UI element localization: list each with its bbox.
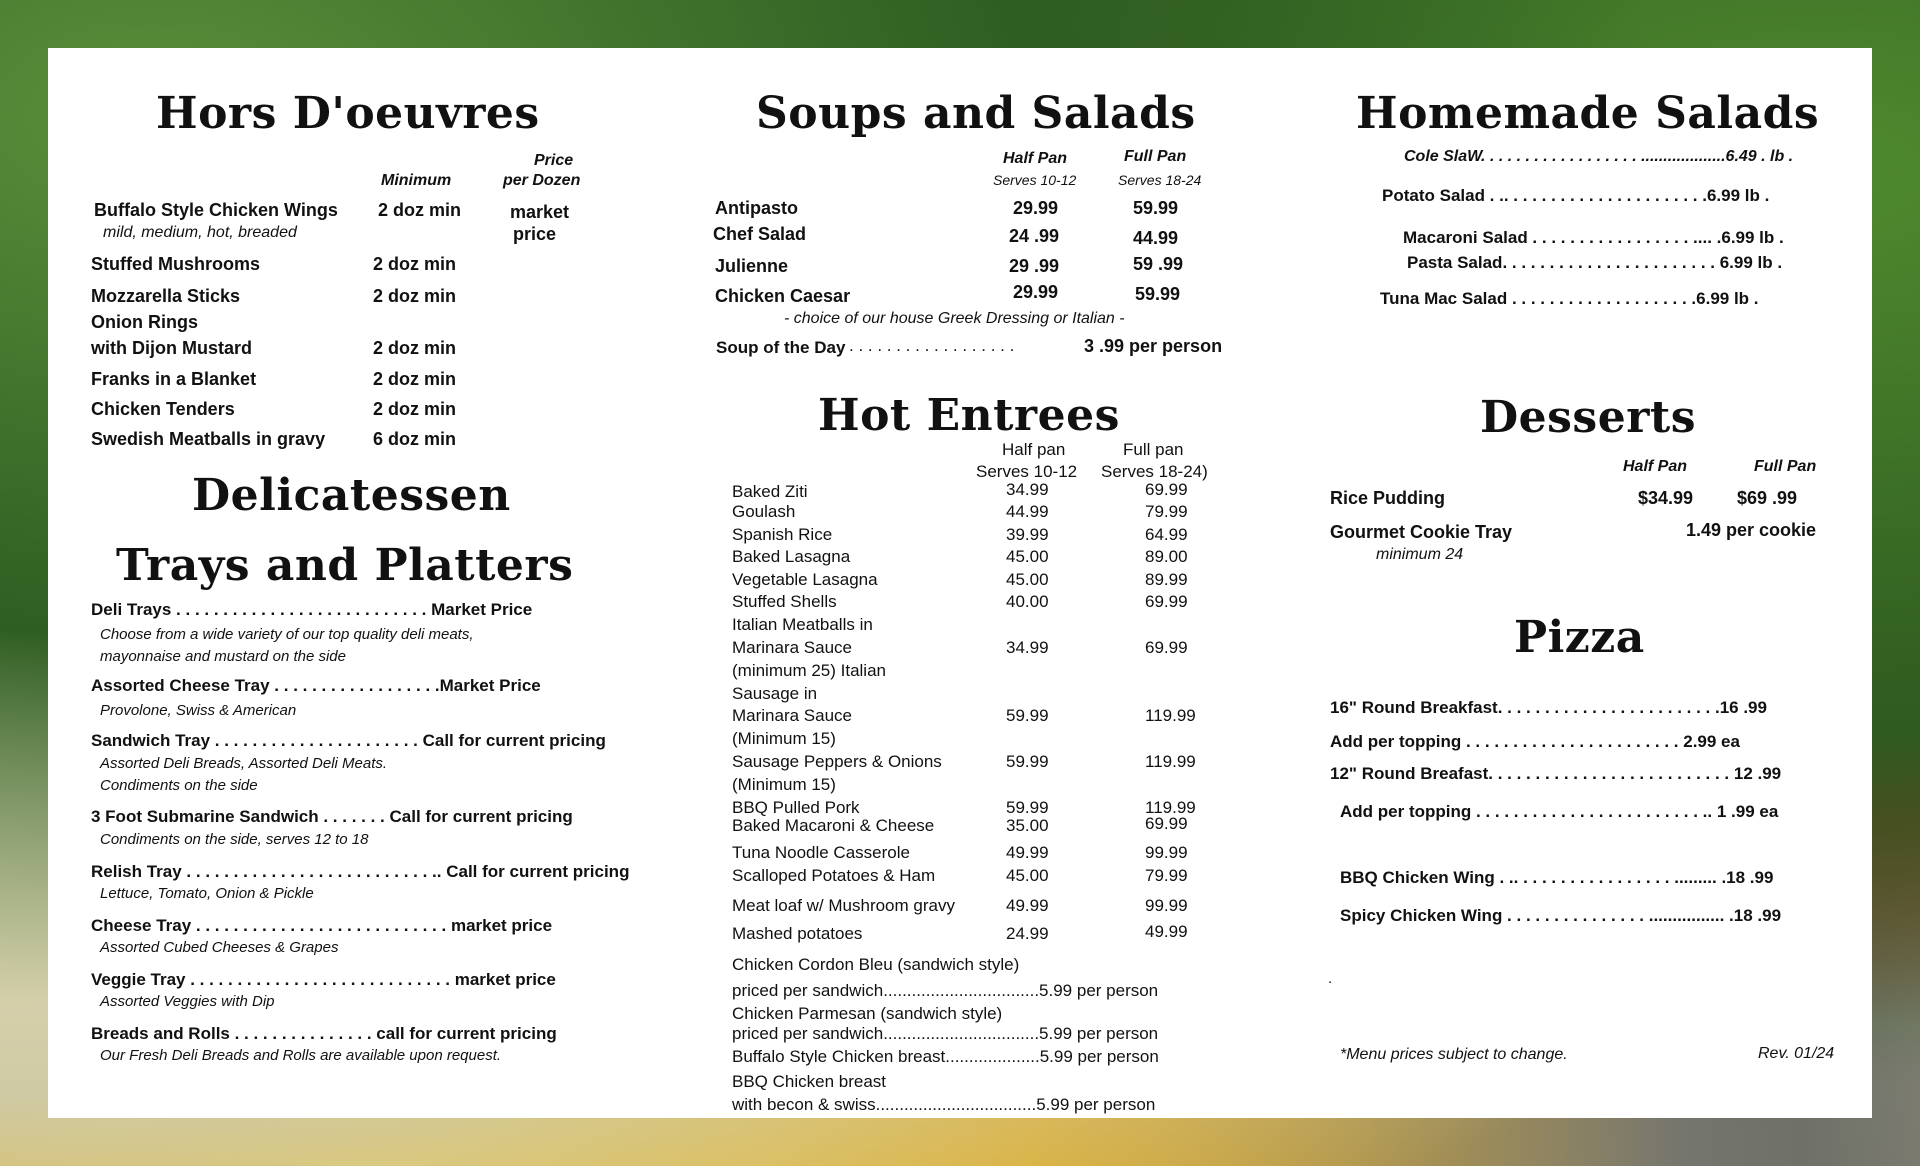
entree-name: Baked Lasagna [732,547,851,566]
entree-half: 49.99 [1006,843,1049,862]
entree-name: Marinara Sauce [732,706,853,725]
sandwich-line: Chicken Parmesan (sandwich style) [732,1004,1003,1023]
soup-item-half: 29.99 [1013,282,1059,302]
hors-item-name: Franks in a Blanket [91,369,257,389]
entree-name: (Minimum 15) [732,775,836,794]
salad-item: Macaroni Salad . . . . . . . . . . . . . . . . . .... .6.99 lb . [1403,228,1784,247]
soup-item-full: 44.99 [1133,228,1179,248]
deli-item-line: Relish Tray . . . . . . . . . . . . . . . . . . . . . . . . . . .. Call for current pricing [91,862,630,881]
deli-item-line: Breads and Rolls . . . . . . . . . . . . . . . call for current pricing [91,1024,557,1043]
sandwich-line: priced per sandwich.................................5.99 per person [732,1024,1159,1043]
entree-half: 44.99 [1006,502,1049,521]
soup-item-name: Chicken Caesar [715,286,851,306]
hors-doeuvres-title: Hors D'oeuvres [156,88,540,139]
entree-name: Spanish Rice [732,525,833,544]
entree-full: 99.99 [1145,843,1188,862]
rice-pudding-full: $69 .99 [1737,488,1798,508]
soups-full-pan-header: Full Pan [1124,148,1187,165]
entree-full: 79.99 [1145,866,1188,885]
rice-pudding-name: Rice Pudding [1330,488,1446,508]
deli-item-desc: Our Fresh Deli Breads and Rolls are available upon request. [100,1047,502,1064]
entree-name: Italian Meatballs in [732,615,873,634]
minimum-column-header: Minimum [381,172,452,189]
soups-salads-title: Soups and Salads [756,88,1196,139]
soup-item-full: 59.99 [1133,198,1179,218]
entree-full: 69.99 [1145,814,1188,833]
entree-full: 69.99 [1145,638,1188,657]
deli-desc-line: mayonnaise and mustard on the side [100,648,346,665]
menu-disclaimer: *Menu prices subject to change. [1340,1046,1568,1063]
deli-item-desc: Condiments on the side [100,777,258,794]
hot-half-pan-header: Half pan [1002,440,1066,459]
deli-item-line: Cheese Tray . . . . . . . . . . . . . . . . . . . . . . . . . . . market price [91,916,553,935]
hors-item-price: market [510,202,570,222]
soup-item-half: 24 .99 [1009,226,1060,246]
hot-half-serves: Serves 10-12 [976,462,1078,481]
entree-full: 64.99 [1145,525,1188,544]
deli-item-line: 3 Foot Submarine Sandwich . . . . . . . Call for current pricing [91,807,573,826]
hors-item-sub: mild, medium, hot, breaded [103,224,297,241]
sandwich-line: priced per sandwich.................................5.99 per person [732,981,1159,1000]
salad-item: Tuna Mac Salad . . . . . . . . . . . . . . . . . . . .6.99 lb . [1380,289,1759,308]
soup-item-half: 29 .99 [1009,256,1060,276]
hors-item-name: Swedish Meatballs in gravy [91,429,326,449]
salad-item: Pasta Salad. . . . . . . . . . . . . . . . . . . . . . . 6.99 lb . [1407,253,1783,272]
entree-name: Marinara Sauce [732,638,853,657]
hors-item-name: Stuffed Mushrooms [91,254,260,274]
per-dozen-column-header: per Dozen [503,172,581,189]
rice-pudding-half: $34.99 [1638,488,1694,508]
entree-full: 89.99 [1145,570,1188,589]
hors-item-name: Buffalo Style Chicken Wings [94,200,338,220]
hot-full-serves: Serves 18-24) [1101,462,1208,481]
entree-half: 59.99 [1006,798,1049,817]
pizza-item: 12" Round Breafast. . . . . . . . . . . . . . . . . . . . . . . . . . 12 .99 [1330,764,1782,783]
entree-name: Tuna Noodle Casserole [732,843,910,862]
soup-item-full: 59 .99 [1133,254,1184,274]
entree-full: 69.99 [1145,592,1188,611]
hors-item-min: 6 doz min [373,429,457,449]
hors-item-min: 2 doz min [373,254,457,274]
deli-item-line: Veggie Tray . . . . . . . . . . . . . . . . . . . . . . . . . . . . market price [91,970,556,989]
pizza-item: Add per topping . . . . . . . . . . . . . . . . . . . . . . . 2.99 ea [1330,732,1740,751]
entree-full: 119.99 [1145,798,1196,817]
cookie-tray-minimum: minimum 24 [1376,546,1464,563]
revision-date: Rev. 01/24 [1758,1045,1835,1062]
soups-half-serves: Serves 10-12 [993,172,1077,188]
soup-of-the-day-price: 3 .99 per person [1084,336,1223,356]
entree-name: Mashed potatoes [732,924,863,943]
soup-item-name: Chef Salad [713,224,807,244]
pizza-item: Spicy Chicken Wing . . . . . . . . . . . . . . . ................ .18 .99 [1340,906,1782,925]
price-column-header: Price [534,152,574,169]
desserts-half-pan-header: Half Pan [1623,458,1688,475]
cookie-tray-name: Gourmet Cookie Tray [1330,522,1513,542]
hors-item-name: with Dijon Mustard [91,338,252,358]
soup-of-the-day: Soup of the Day [716,338,846,357]
homemade-salads-title: Homemade Salads [1356,88,1820,139]
hors-item-name: Onion Rings [91,312,198,332]
deli-item-desc: Assorted Deli Breads, Assorted Deli Meats. [100,755,388,772]
sandwich-line: Chicken Cordon Bleu (sandwich style) [732,955,1020,974]
hors-item-min: 2 doz min [373,286,457,306]
entree-name: Baked Ziti [732,482,808,501]
trays-platters-title: Trays and Platters [116,540,574,591]
sandwich-line: BBQ Chicken breast [732,1072,887,1091]
entree-half: 24.99 [1006,924,1049,943]
cookie-tray-price: 1.49 per cookie [1686,520,1817,540]
deli-item-desc: Condiments on the side, serves 12 to 18 [100,831,369,848]
entree-full: 49.99 [1145,922,1188,941]
hors-item-name: Mozzarella Sticks [91,286,241,306]
menu-panel [48,48,1872,1118]
entree-name: (Minimum 15) [732,729,836,748]
entree-name: Scalloped Potatoes & Ham [732,866,936,885]
entree-half: 59.99 [1006,752,1049,771]
entree-half: 59.99 [1006,706,1049,725]
entree-full: 89.00 [1145,547,1188,566]
entree-name: Sausage in [732,684,818,703]
stray-dot: . [1328,970,1333,987]
delicatessen-title: Delicatessen [192,470,511,521]
pizza-title: Pizza [1514,612,1645,663]
entree-full: 79.99 [1145,502,1188,521]
hors-item-min: 2 doz min [373,369,457,389]
salad-item: Potato Salad . .. . . . . . . . . . . . . . . . . . . . . .6.99 lb . [1382,186,1770,205]
desserts-full-pan-header: Full Pan [1754,458,1817,475]
soups-full-serves: Serves 18-24 [1118,172,1202,188]
deli-item-line: Assorted Cheese Tray . . . . . . . . . . . . . . . . . .Market Price [91,676,541,695]
entree-name: (minimum 25) Italian [732,661,886,680]
soup-item-half: 29.99 [1013,198,1059,218]
entree-half: 35.00 [1006,816,1049,835]
entree-half: 34.99 [1006,480,1049,499]
entree-full: 119.99 [1145,706,1196,725]
deli-item-desc: Lettuce, Tomato, Onion & Pickle [100,885,314,902]
deli-item-desc: Assorted Cubed Cheeses & Grapes [100,939,339,956]
deli-item-desc: Provolone, Swiss & American [100,702,297,719]
entree-half: 34.99 [1006,638,1049,657]
entree-name: Goulash [732,502,796,521]
pizza-item: BBQ Chicken Wing . .. . . . . . . . . . . . . . . . . ......... .18 .99 [1340,868,1774,887]
entree-half: 45.00 [1006,866,1049,885]
soup-item-full: 59.99 [1135,284,1181,304]
hors-item-name: Chicken Tenders [91,399,235,419]
entree-name: Vegetable Lasagna [732,570,878,589]
sandwich-line: with becon & swiss..................................5.99 per person [732,1095,1156,1114]
entree-half: 45.00 [1006,570,1049,589]
entree-name: Stuffed Shells [732,592,837,611]
hot-full-pan-header: Full pan [1123,440,1184,459]
dressing-note: - choice of our house Greek Dressing or Italian - [784,310,1125,327]
entree-full: 69.99 [1145,480,1188,499]
entree-half: 49.99 [1006,896,1049,915]
entree-full: 99.99 [1145,896,1188,915]
hors-item-price: price [513,224,557,244]
entree-half: 40.00 [1006,592,1049,611]
entree-name: Baked Macaroni & Cheese [732,816,935,835]
entree-name: BBQ Pulled Pork [732,798,860,817]
hors-item-min: 2 doz min [373,399,457,419]
deli-item-line: Deli Trays . . . . . . . . . . . . . . . . . . . . . . . . . . . Market Price [91,600,533,619]
entree-half: 39.99 [1006,525,1049,544]
deli-item-desc: Assorted Veggies with Dip [100,993,275,1010]
hors-item-min: 2 doz min [373,338,457,358]
deli-item-line: Sandwich Tray . . . . . . . . . . . . . . . . . . . . . . Call for current pricing [91,731,606,750]
pizza-item: Add per topping . . . . . . . . . . . . . . . . . . . . . . . . .. 1 .99 ea [1340,802,1779,821]
entree-full: 119.99 [1145,752,1196,771]
entree-name: Meat loaf w/ Mushroom gravy [732,896,955,915]
pizza-item: 16" Round Breakfast. . . . . . . . . . . . . . . . . . . . . . . .16 .99 [1330,698,1767,717]
hors-item-min: 2 doz min [378,200,462,220]
entree-name: Sausage Peppers & Onions [732,752,942,771]
soups-half-pan-header: Half Pan [1003,150,1068,167]
salad-item: Cole SlaW. . . . . . . . . . . . . . . . . . ...................6.49 . lb . [1404,148,1794,165]
deli-item-desc [100,624,520,668]
soup-of-the-day-dots: . . . . . . . . . . . . . . . . . . [849,336,1015,355]
desserts-title: Desserts [1480,392,1696,443]
soup-item-name: Julienne [715,256,789,276]
deli-desc-line: Choose from a wide variety of our top quality deli meats, [100,626,474,643]
sandwich-line: Buffalo Style Chicken breast....................5.99 per person [732,1047,1159,1066]
hot-entrees-title: Hot Entrees [818,390,1120,441]
entree-half: 45.00 [1006,547,1049,566]
soup-item-name: Antipasto [715,198,798,218]
